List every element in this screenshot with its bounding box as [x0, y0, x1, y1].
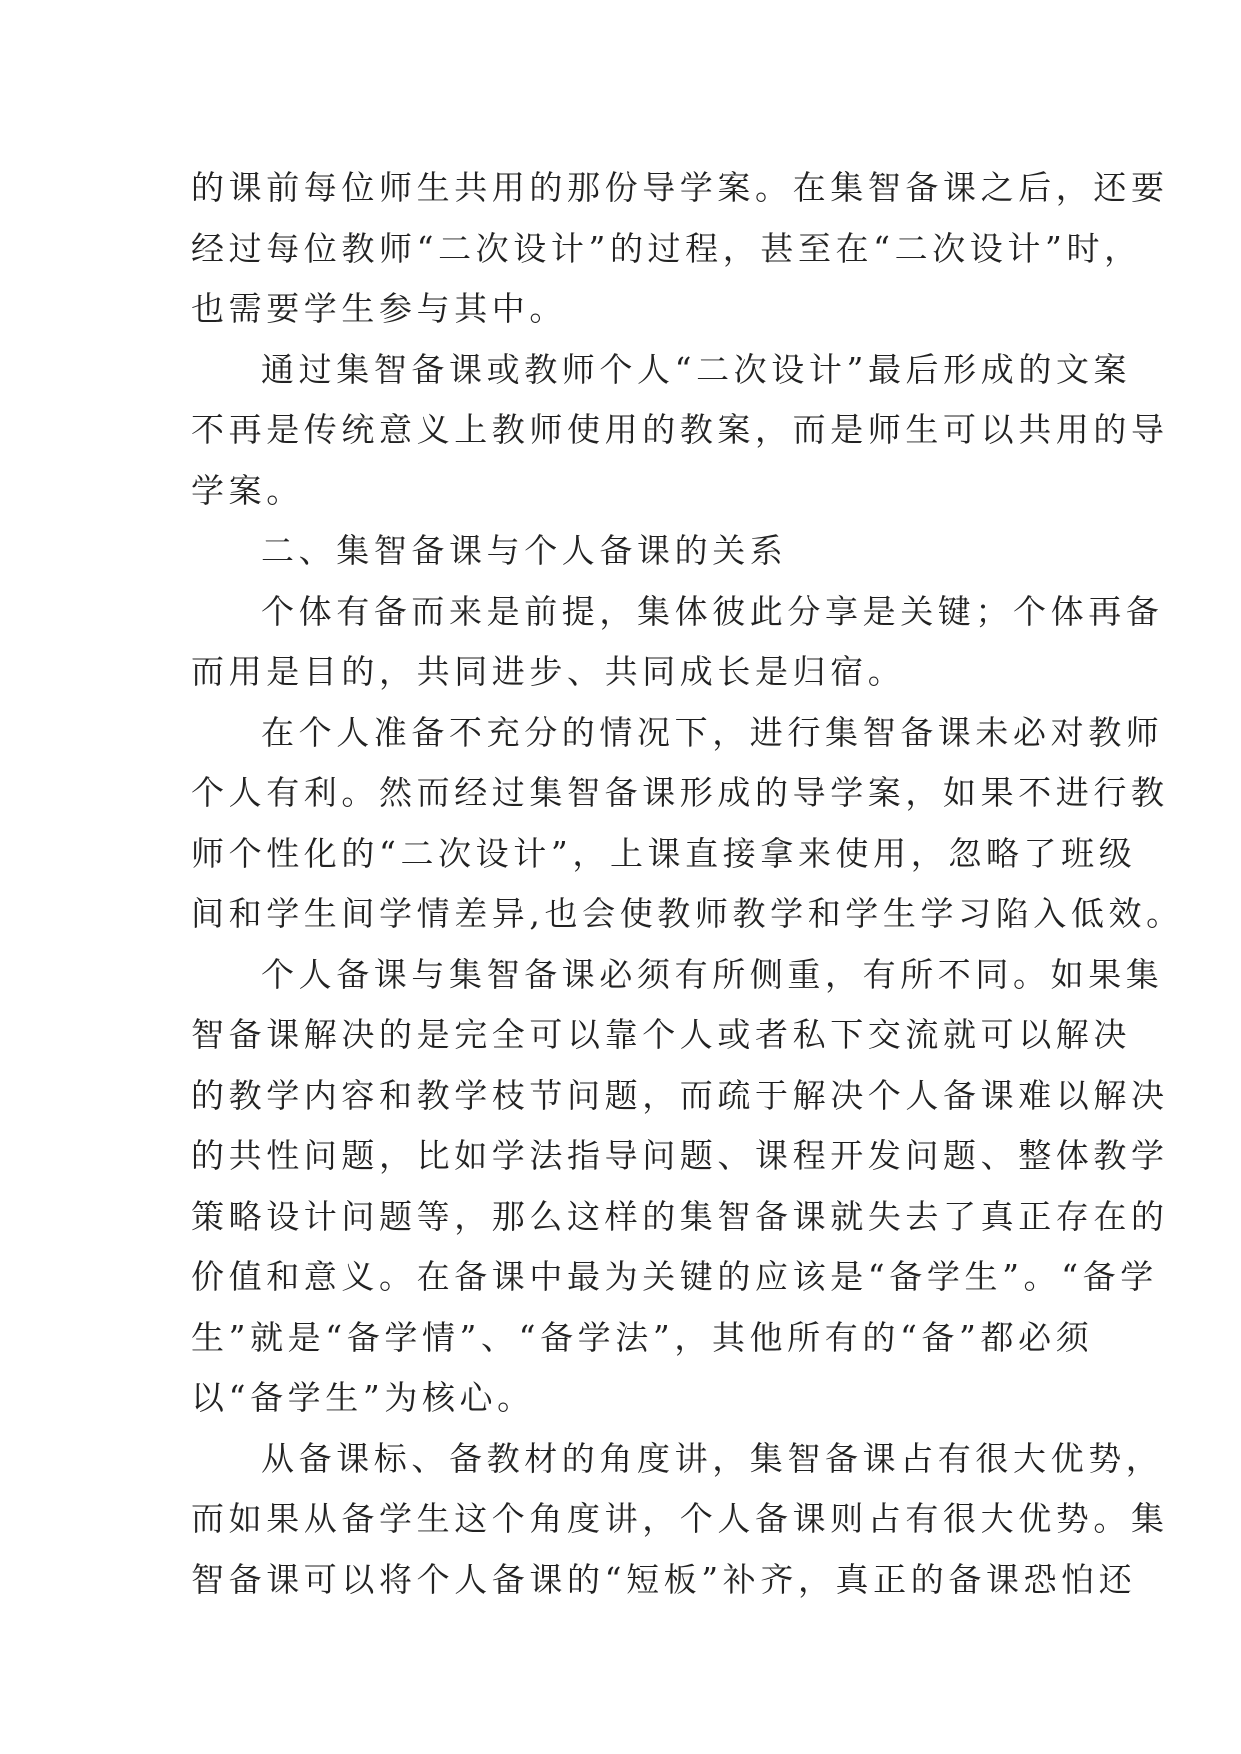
- text-line: 从备课标、备教材的角度讲，集智备课占有很大优势，: [261, 1438, 1164, 1478]
- paragraph-3: [191, 582, 1164, 703]
- text-line: 个体有备而来是前提，集体彼此分享是关键；个体再备: [261, 591, 1164, 631]
- section-heading-text: 二、集智备课与个人备课的关系: [261, 531, 788, 570]
- text-line: 的课前每位师生共用的那份导学案。在集智备课之后，还要: [191, 168, 1169, 207]
- text-line: 学案。: [191, 470, 304, 510]
- text-line: 智备课可以将个人备课的“短板”补齐，真正的备课恐怕还: [191, 1559, 1137, 1599]
- text-line: 个人有利。然而经过集智备课形成的导学案，如果不进行教: [191, 773, 1169, 812]
- text-line: 生”就是“备学情”、“备学法”，其他所有的“备”都必须: [191, 1317, 1094, 1357]
- section-heading: [191, 521, 1051, 582]
- text-line: 的共性问题，比如学法指导问题、课程开发问题、整体教学: [191, 1136, 1169, 1175]
- document-body: [191, 158, 1184, 1610]
- text-line: 也需要学生参与其中。: [191, 289, 567, 328]
- text-line: 智备课解决的是完全可以靠个人或者私下交流就可以解决: [191, 1015, 1131, 1054]
- text-line: 经过每位教师“二次设计”的过程，甚至在“二次设计”时，: [191, 228, 1142, 268]
- paragraph-2: [191, 340, 1169, 522]
- text-line: 而如果从备学生这个角度讲，个人备课则占有很大优势。集: [191, 1499, 1169, 1538]
- text-line: 个人备课与集智备课必须有所侧重，有所不同。如果集: [261, 954, 1164, 994]
- text-line: 师个性化的“二次设计”，上课直接拿来使用，忽略了班级: [191, 833, 1137, 873]
- text-line: 不再是传统意义上教师使用的教案，而是师生可以共用的导: [191, 410, 1169, 449]
- paragraph-6: [191, 1429, 1169, 1611]
- text-line: 策略设计问题等，那么这样的集智备课就失去了真正存在的: [191, 1196, 1169, 1236]
- paragraph-1: [191, 158, 1169, 340]
- text-line: 通过集智备课或教师个人“二次设计”最后形成的文案: [261, 349, 1132, 389]
- text-line: 价值和意义。在备课中最为关键的应该是“备学生”。“备学: [191, 1257, 1158, 1296]
- text-line: 在个人准备不充分的情况下，进行集智备课未必对教师: [261, 712, 1164, 752]
- text-line: 而用是目的，共同进步、共同成长是归宿。: [191, 652, 906, 691]
- text-line: 以“备学生”为核心。: [191, 1378, 535, 1417]
- paragraph-4: [191, 703, 1184, 945]
- text-line: 的教学内容和教学枝节问题，而疏于解决个人备课难以解决: [191, 1075, 1169, 1115]
- paragraph-5: [191, 945, 1169, 1429]
- text-line: 间和学生间学情差异,也会使教师教学和学生学习陷入低效。: [191, 894, 1184, 933]
